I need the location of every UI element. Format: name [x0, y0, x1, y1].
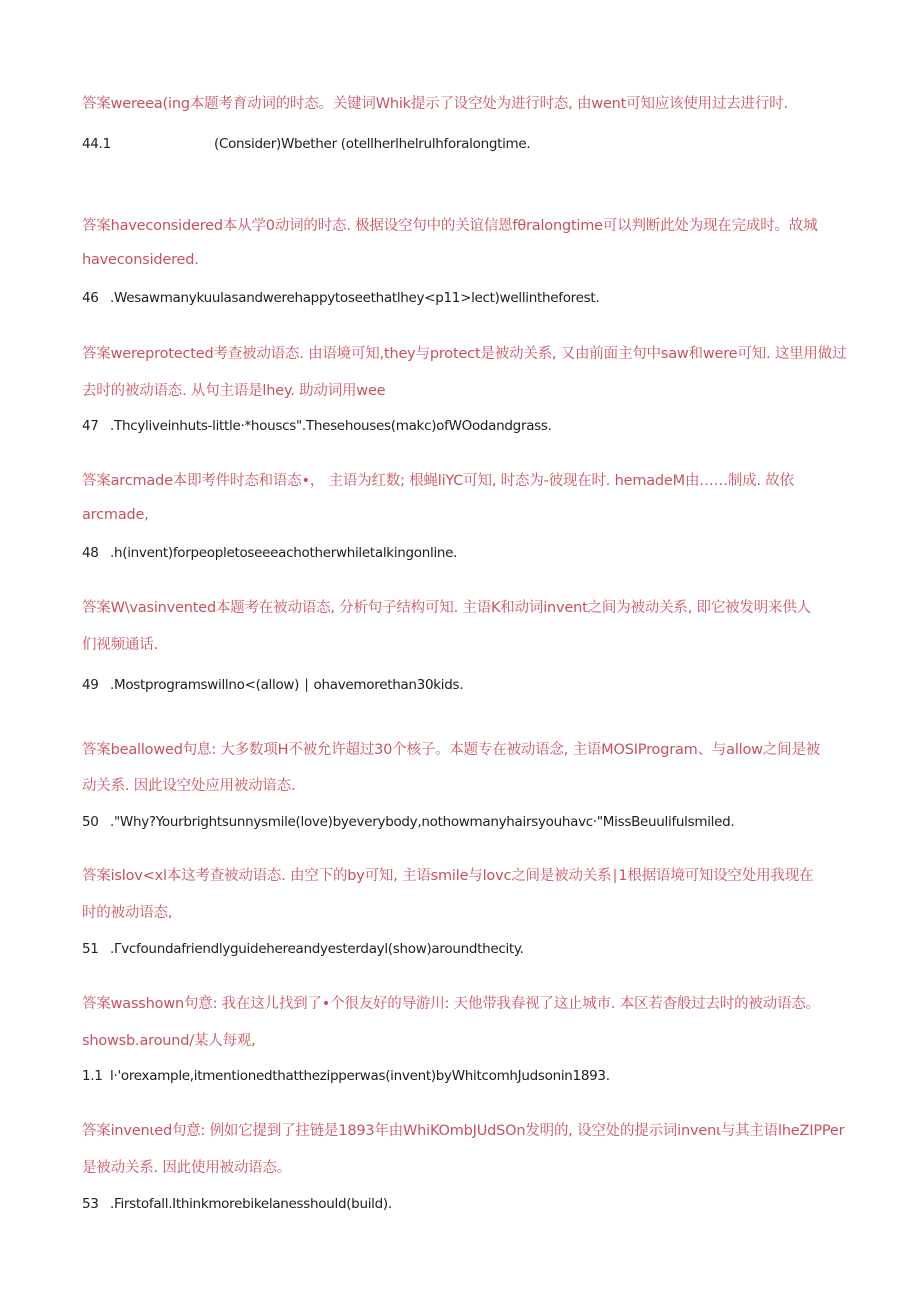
answer-44-line1: 答案haveconsidered本从学0动词的时态. 极据设空句中的关谊信恩fθralongtime可以判断此处为现在完成时。故城	[82, 218, 818, 234]
question-number: 51	[82, 941, 99, 957]
question-text: .Mostprogramswillno<(allow) ∣ ohavemorethan30kids.	[110, 677, 464, 693]
answer-51-line2: showsb.around/某人每观,	[82, 1033, 256, 1049]
answer-46-line2: 去时的被动语态. 从句主语是lhey. 助动词用wee	[82, 383, 386, 399]
question-text: .Wesawmanykuulasandwerehappytoseethatlhey<p11>lect)wellintheforest.	[110, 290, 600, 306]
question-51	[82, 941, 848, 957]
question-text: l·'orexample,itmentionedthatthezipperwas(invent)byWhitcomhJudsonin1893.	[110, 1068, 610, 1084]
question-text: .h(invent)forpeopletoseeeachotherwhiletalkingonline.	[110, 545, 458, 561]
question-number: 53	[82, 1196, 99, 1212]
question-text: .Firstofall.Ithinkmorebikelanesshould(build).	[110, 1196, 392, 1212]
answer-52-line1: 答案invenιed句意: 例如它提到了拄链是1893年由WhiKOmbJUdSOn发明的, 设空处的提示词invenι与其主语lheZIPPer	[82, 1123, 845, 1139]
question-47	[82, 418, 848, 434]
question-52	[82, 1068, 848, 1084]
answer-49-line1: 答案beallowed句息: 大多数项H不被允许超过30个核子。本题专在被动语念, 主语MOSIProgram、与allow之间是被	[82, 742, 821, 758]
answer-50-line1: 答案islov<xl本这考查被动语态. 由空下的by可知, 主语smile与lovc之间是被动关系∣1根据语境可知设空处用我现在	[82, 868, 814, 884]
question-44	[82, 136, 848, 152]
answer-43: 答案wereea(ing本题考育动词的时态。关键词Whik提示了设空处为进行时态, 由went可知应该使用过去进行时.	[82, 96, 788, 112]
answer-49-line2: 动关系. 因此设空处应用被动谙态.	[82, 778, 296, 794]
question-53	[82, 1196, 848, 1212]
question-number: 47	[82, 418, 99, 434]
question-number: 44.1	[82, 136, 111, 152]
answer-52-line2: 是被动关系. 因此使用被动语态。	[82, 1160, 292, 1176]
answer-48-line2: 们视频通话.	[82, 637, 158, 653]
question-number: 49	[82, 677, 99, 693]
question-50	[82, 814, 848, 830]
question-48	[82, 545, 848, 561]
answer-44-line2: haveconsidered.	[82, 252, 199, 268]
answer-50-line2: 时的被动语态,	[82, 905, 173, 921]
answer-51-line1: 答案wasshown句意: 我在这儿找到了•个很友好的导游川: 天他带我春视了这止城市. 本区若杳般过去时的被动语态。	[82, 996, 820, 1012]
question-text: (Consider)Wbether (otellherlhelrulhforalongtime.	[214, 136, 531, 152]
answer-48-line1: 答案W\vasinvented本题考在被动语态, 分析句子结构可知. 主语K和动词invent之间为被动关系, 即它被发明来供人	[82, 600, 811, 616]
question-text: ."Why?Yourbrightsunnysmile(love)byeverybody,nothowmanyhairsyouhavc·"MissBeuulifulsmiled.	[110, 814, 735, 830]
question-number: 1.1	[82, 1068, 103, 1084]
question-number: 46	[82, 290, 99, 306]
question-text: .Γvcfoundafriendlyguidehereandyesterdayl(show)aroundthecity.	[110, 941, 524, 957]
question-49	[82, 677, 848, 693]
question-46	[82, 290, 848, 306]
question-text: .Thcyliveinhuts-little·*houscs".Thesehouses(makc)ofWOodandgrass.	[110, 418, 552, 434]
answer-47-line2: arcmade,	[82, 507, 149, 523]
answer-46-line1: 答案wereprotected考查被动语态. 由语境可知,they与protect是被动关系, 又由前面主句中saw和were可知. 这里用做过	[82, 346, 847, 362]
answer-47-line1: 答案arcmade本即考件时态和语态•， 主语为红数; 根蝇liYC可知, 时态为-彼现在时. hemadeM由……制成. 故依	[82, 473, 794, 489]
question-number: 50	[82, 814, 99, 830]
question-number: 48	[82, 545, 99, 561]
